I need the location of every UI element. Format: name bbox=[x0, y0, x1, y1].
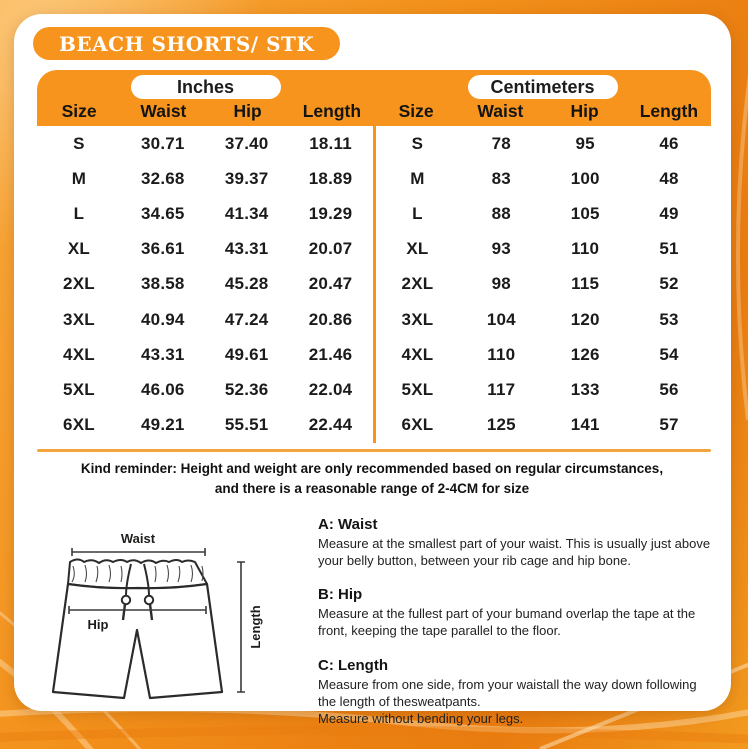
table-row bbox=[37, 337, 373, 372]
table-row bbox=[37, 161, 373, 196]
cell: 43.31 bbox=[224, 239, 269, 259]
cell: 88 bbox=[491, 203, 511, 223]
cell: 41.34 bbox=[224, 203, 269, 223]
guide-heading: A: Waist bbox=[318, 516, 378, 533]
waist-label: Waist bbox=[120, 531, 156, 546]
cell: 46 bbox=[659, 133, 679, 153]
guide-heading: C: Length bbox=[318, 656, 388, 674]
table-row bbox=[37, 196, 373, 231]
cell: L bbox=[412, 203, 423, 223]
cell: 5XL bbox=[401, 379, 434, 399]
cell: 48 bbox=[659, 168, 679, 188]
table-rows-inches bbox=[37, 126, 373, 443]
inches-header bbox=[37, 70, 374, 126]
cell: 4XL bbox=[63, 344, 95, 364]
cell: 36.61 bbox=[141, 239, 185, 259]
cell: 117 bbox=[487, 379, 516, 399]
cell: 52.36 bbox=[224, 379, 269, 399]
guide-section-hip bbox=[318, 586, 718, 639]
cell: 22.44 bbox=[308, 415, 353, 435]
cell: S bbox=[411, 133, 424, 153]
section-divider bbox=[37, 449, 711, 452]
cell: 49 bbox=[659, 203, 679, 223]
cell: 110 bbox=[487, 344, 516, 364]
cell: 5XL bbox=[63, 379, 95, 399]
cell: 120 bbox=[570, 309, 600, 329]
table-row bbox=[376, 302, 712, 337]
cell: 3XL bbox=[63, 309, 95, 329]
guide-body: Measure at the smallest part of your waist. This is usually just above your belly button, between your rib cage and hip bone. bbox=[318, 536, 711, 569]
title-pill bbox=[33, 27, 340, 60]
table-row bbox=[376, 372, 712, 407]
unit-label-centimeters: Centimeters bbox=[490, 76, 595, 97]
shorts-illustration bbox=[45, 530, 295, 710]
size-chart-card bbox=[14, 14, 731, 726]
cell: 32.68 bbox=[141, 168, 185, 188]
cell: 115 bbox=[571, 274, 600, 294]
cell: 4XL bbox=[401, 344, 434, 364]
hip-label: Hip bbox=[87, 617, 109, 632]
cell: 104 bbox=[486, 309, 516, 329]
cell: 30.71 bbox=[141, 133, 185, 153]
cell: 83 bbox=[491, 168, 511, 188]
cell: 105 bbox=[570, 203, 600, 223]
table-row bbox=[37, 126, 373, 161]
cell: 57 bbox=[659, 415, 679, 435]
cell: M bbox=[410, 168, 425, 188]
cell: 98 bbox=[491, 274, 511, 294]
table-row bbox=[37, 372, 373, 407]
measure-guide bbox=[318, 516, 718, 744]
reminder-line-1: Kind reminder: Height and weight are only recommended based on regular circumstances, bbox=[80, 461, 664, 476]
unit-pill-inches bbox=[131, 75, 281, 99]
cell: 38.58 bbox=[141, 274, 185, 294]
size-chart bbox=[37, 70, 711, 443]
table-row bbox=[37, 408, 373, 443]
guide-body-extra: Measure without bending your legs. bbox=[318, 710, 524, 726]
guide-section-waist bbox=[318, 516, 718, 569]
cell: 6XL bbox=[401, 415, 434, 435]
cell: 55.51 bbox=[224, 415, 269, 435]
cell: 95 bbox=[575, 133, 595, 153]
cell: 22.04 bbox=[308, 379, 353, 399]
cell: 53 bbox=[659, 309, 679, 329]
cell: 2XL bbox=[63, 274, 95, 294]
column-header: Hip bbox=[570, 101, 599, 121]
cell: 6XL bbox=[63, 415, 95, 435]
cell: M bbox=[71, 168, 87, 188]
table-row bbox=[376, 337, 712, 372]
unit-pill-centimeters bbox=[468, 75, 618, 99]
table-row bbox=[376, 408, 712, 443]
column-header: Length bbox=[302, 101, 362, 121]
centimeters-header bbox=[374, 70, 711, 126]
column-header: Hip bbox=[233, 101, 262, 121]
guide-section-length bbox=[318, 657, 718, 727]
length-label: Length bbox=[248, 605, 263, 649]
cell: 78 bbox=[491, 133, 511, 153]
cell: 2XL bbox=[401, 274, 434, 294]
table-row bbox=[376, 126, 712, 161]
cell: 100 bbox=[570, 168, 600, 188]
table-row bbox=[376, 196, 712, 231]
cell: 40.94 bbox=[141, 309, 185, 329]
table-row bbox=[37, 232, 373, 267]
table-row bbox=[376, 232, 712, 267]
table-row bbox=[376, 161, 712, 196]
cell: 51 bbox=[659, 239, 679, 259]
guide-body: Measure at the fullest part of your bumand overlap the tape at the front, keeping the tape parallel to the floor. bbox=[318, 606, 696, 639]
guide-body: Measure from one side, from your waistall the way down following the length of thesweatpants. bbox=[318, 676, 697, 709]
table-rows-centimeters bbox=[376, 126, 712, 443]
shorts-diagram bbox=[45, 530, 295, 715]
cell: 133 bbox=[570, 379, 600, 399]
guide-heading: B: Hip bbox=[318, 586, 363, 604]
reminder-line-2: and there is a reasonable range of 2-4CM for size bbox=[214, 480, 530, 496]
cell: 93 bbox=[491, 239, 511, 259]
page-title: BEACH SHORTS/ STK bbox=[59, 31, 315, 56]
cell: 47.24 bbox=[224, 309, 269, 329]
cell: 43.31 bbox=[141, 344, 185, 364]
cell: 126 bbox=[570, 344, 600, 364]
cell: 45.28 bbox=[224, 274, 269, 294]
cell: 39.37 bbox=[224, 168, 269, 188]
cell: S bbox=[73, 133, 85, 153]
table-row bbox=[376, 267, 712, 302]
cell: XL bbox=[406, 239, 429, 259]
table-row bbox=[37, 302, 373, 337]
column-header: Size bbox=[398, 101, 434, 121]
cell: 54 bbox=[659, 344, 679, 364]
cell: 141 bbox=[570, 415, 600, 435]
cell: 18.11 bbox=[309, 133, 352, 153]
cell: 49.61 bbox=[224, 344, 269, 364]
cell: 125 bbox=[486, 415, 516, 435]
column-header: Waist bbox=[140, 101, 187, 121]
chart-body bbox=[37, 126, 711, 443]
cell: XL bbox=[67, 239, 90, 259]
column-header: Waist bbox=[477, 101, 524, 121]
unit-label-inches: Inches bbox=[176, 76, 235, 97]
kind-reminder bbox=[32, 459, 712, 498]
cell: 20.47 bbox=[308, 274, 353, 294]
cell: 20.07 bbox=[308, 239, 353, 259]
cell: 46.06 bbox=[141, 379, 185, 399]
cell: 3XL bbox=[401, 309, 434, 329]
chart-header-band bbox=[37, 70, 711, 126]
cell: 21.46 bbox=[308, 344, 353, 364]
cell: 19.29 bbox=[308, 203, 353, 223]
cell: 34.65 bbox=[141, 203, 185, 223]
centimeters-columns bbox=[374, 101, 711, 122]
column-header: Size bbox=[61, 101, 97, 121]
column-header: Length bbox=[639, 101, 699, 121]
cell: 37.40 bbox=[224, 133, 269, 153]
cell: 56 bbox=[659, 379, 679, 399]
cell: 49.21 bbox=[141, 415, 185, 435]
cell: 110 bbox=[571, 239, 600, 259]
cell: 52 bbox=[659, 274, 679, 294]
table-row bbox=[37, 267, 373, 302]
cell: 20.86 bbox=[308, 309, 353, 329]
inches-columns bbox=[37, 101, 374, 122]
cell: 18.89 bbox=[308, 168, 353, 188]
cell: L bbox=[73, 203, 85, 223]
